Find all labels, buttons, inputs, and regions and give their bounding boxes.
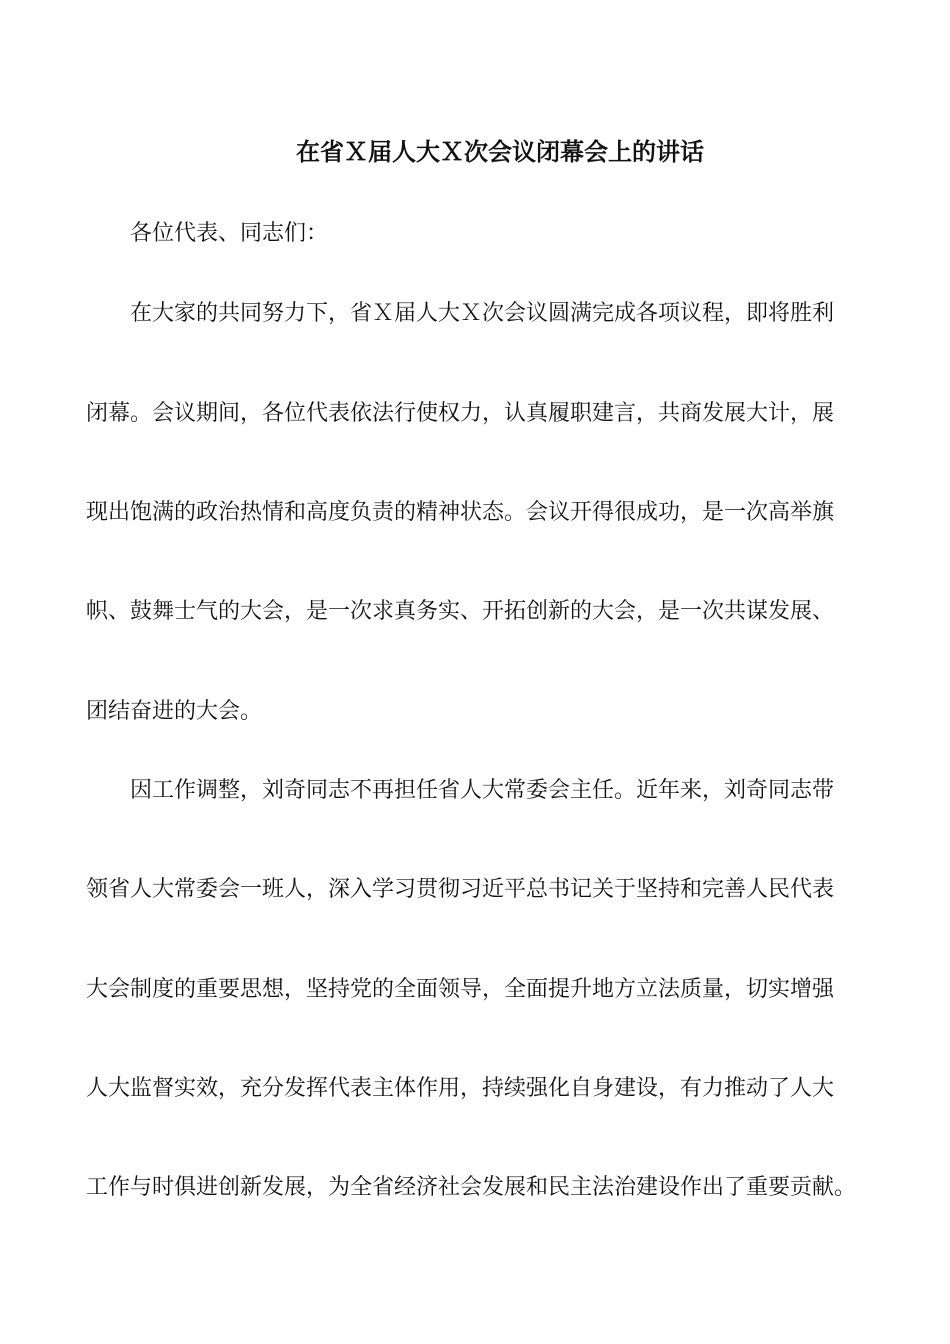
- paragraph-1-line-1: 在大家的共同努力下，省Ｘ届人大Ｘ次会议圆满完成各项议程，即将胜利: [130, 301, 835, 326]
- paragraph-2-line-3: 大会制度的重要思想，坚持党的全面领导，全面提升地方立法质量，切实增强: [86, 977, 835, 1002]
- paragraph-1-line-2: 闭幕。会议期间，各位代表依法行使权力，认真履职建言，共商发展大计，展: [86, 401, 835, 426]
- paragraph-1-line-4: 帜、鼓舞士气的大会，是一次求真务实、开拓创新的大会，是一次共谋发展、: [86, 599, 835, 624]
- paragraph-2-line-5: 工作与时俱进创新发展，为全省经济社会发展和民主法治建设作出了重要贡献。: [86, 1175, 857, 1200]
- paragraph-2-line-1: 因工作调整，刘奇同志不再担任省人大常委会主任。近年来，刘奇同志带: [130, 778, 835, 803]
- paragraph-1-line-5: 团结奋进的大会。: [86, 699, 263, 724]
- paragraph-1-line-3: 现出饱满的政治热情和高度负责的精神状态。会议开得很成功，是一次高举旗: [86, 500, 835, 525]
- salutation: 各位代表、同志们：: [130, 221, 329, 246]
- paragraph-2-line-2: 领省人大常委会一班人，深入学习贯彻习近平总书记关于坚持和完善人民代表: [86, 877, 835, 902]
- document-title: 在省Ｘ届人大Ｘ次会议闭幕会上的讲话: [296, 138, 704, 166]
- paragraph-2-line-4: 人大监督实效，充分发挥代表主体作用，持续强化自身建设，有力推动了人大: [86, 1076, 835, 1101]
